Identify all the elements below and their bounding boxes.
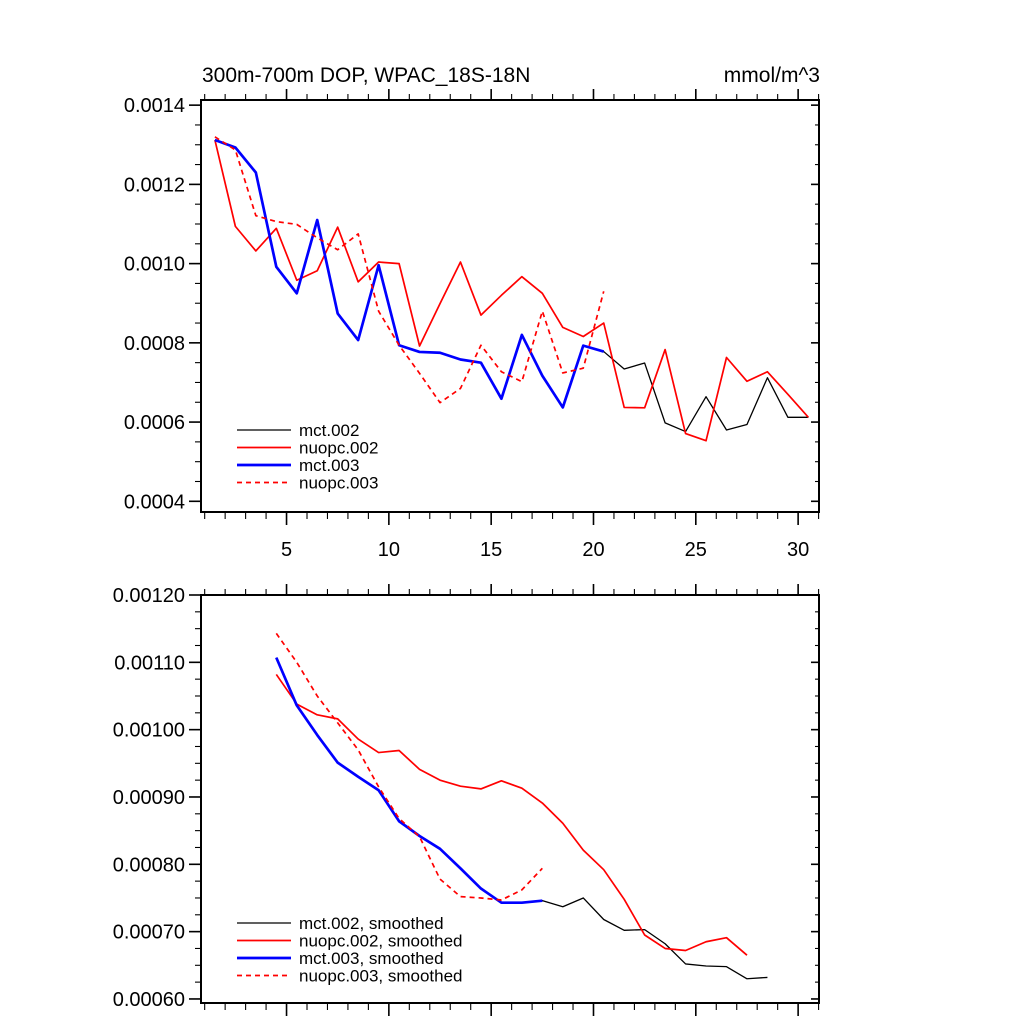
plot-frame [201, 595, 819, 1003]
legend-item-mct.002 [237, 421, 359, 440]
unit-label: mmol/m^3 [723, 64, 820, 87]
legend-label: nuopc.002, smoothed [299, 931, 463, 951]
x-tick-label: 15 [480, 539, 503, 561]
legend-item-mct.003 [237, 456, 359, 475]
legend-label: nuopc.003 [299, 473, 379, 493]
x-tick-label: 20 [582, 539, 605, 561]
x-tick-label: 5 [280, 539, 293, 561]
legend-label: mct.002, smoothed [299, 914, 444, 933]
legend-label: nuopc.003, smoothed [299, 966, 463, 986]
y-tick-label: 0.00090 [112, 786, 185, 809]
series-nuopc.003-line [215, 137, 604, 403]
y-tick-label: 0.0012 [123, 174, 185, 197]
x-tick-label: 10 [377, 539, 400, 561]
plot-frame [201, 100, 819, 512]
legend-item-nuopc.003-smoothed [237, 967, 463, 986]
y-tick-label: 0.00100 [112, 719, 185, 742]
legend-label: mct.002 [299, 421, 360, 440]
series-nuopc.002-line [215, 140, 808, 441]
y-tick-label: 0.00060 [112, 988, 185, 1011]
y-tick-label: 0.0010 [123, 253, 185, 276]
legend-label: mct.003 [299, 456, 360, 475]
series-mct.003-line [215, 140, 604, 407]
legend-item-nuopc.002-smoothed [237, 932, 463, 951]
legend-item-nuopc.003 [237, 474, 378, 493]
y-tick-label: 0.00070 [112, 921, 185, 944]
bottom-panel [113, 584, 819, 1016]
legend-item-mct.002-smoothed [237, 914, 444, 933]
panel-title: 300m-700m DOP, WPAC_18S-18N [202, 64, 531, 87]
legend-label: mct.003, smoothed [299, 949, 444, 968]
panels-group [113, 89, 819, 1016]
legend-item-mct.003-smoothed [237, 949, 444, 968]
y-tick-label: 0.00080 [112, 854, 185, 877]
y-tick-label: 0.0014 [123, 95, 185, 118]
y-tick-label: 0.00120 [112, 585, 185, 607]
legend-label: nuopc.002 [299, 438, 379, 458]
top-panel [124, 89, 819, 561]
y-tick-label: 0.0004 [123, 491, 185, 514]
y-tick-label: 0.0008 [123, 332, 185, 355]
series-nuopc.003-smoothed-line [276, 633, 542, 900]
x-tick-label: 30 [787, 539, 810, 561]
x-tick-label: 25 [684, 539, 707, 561]
legend-item-nuopc.002 [237, 439, 378, 458]
y-tick-label: 0.0006 [123, 412, 185, 435]
y-tick-label: 0.00110 [114, 652, 185, 675]
